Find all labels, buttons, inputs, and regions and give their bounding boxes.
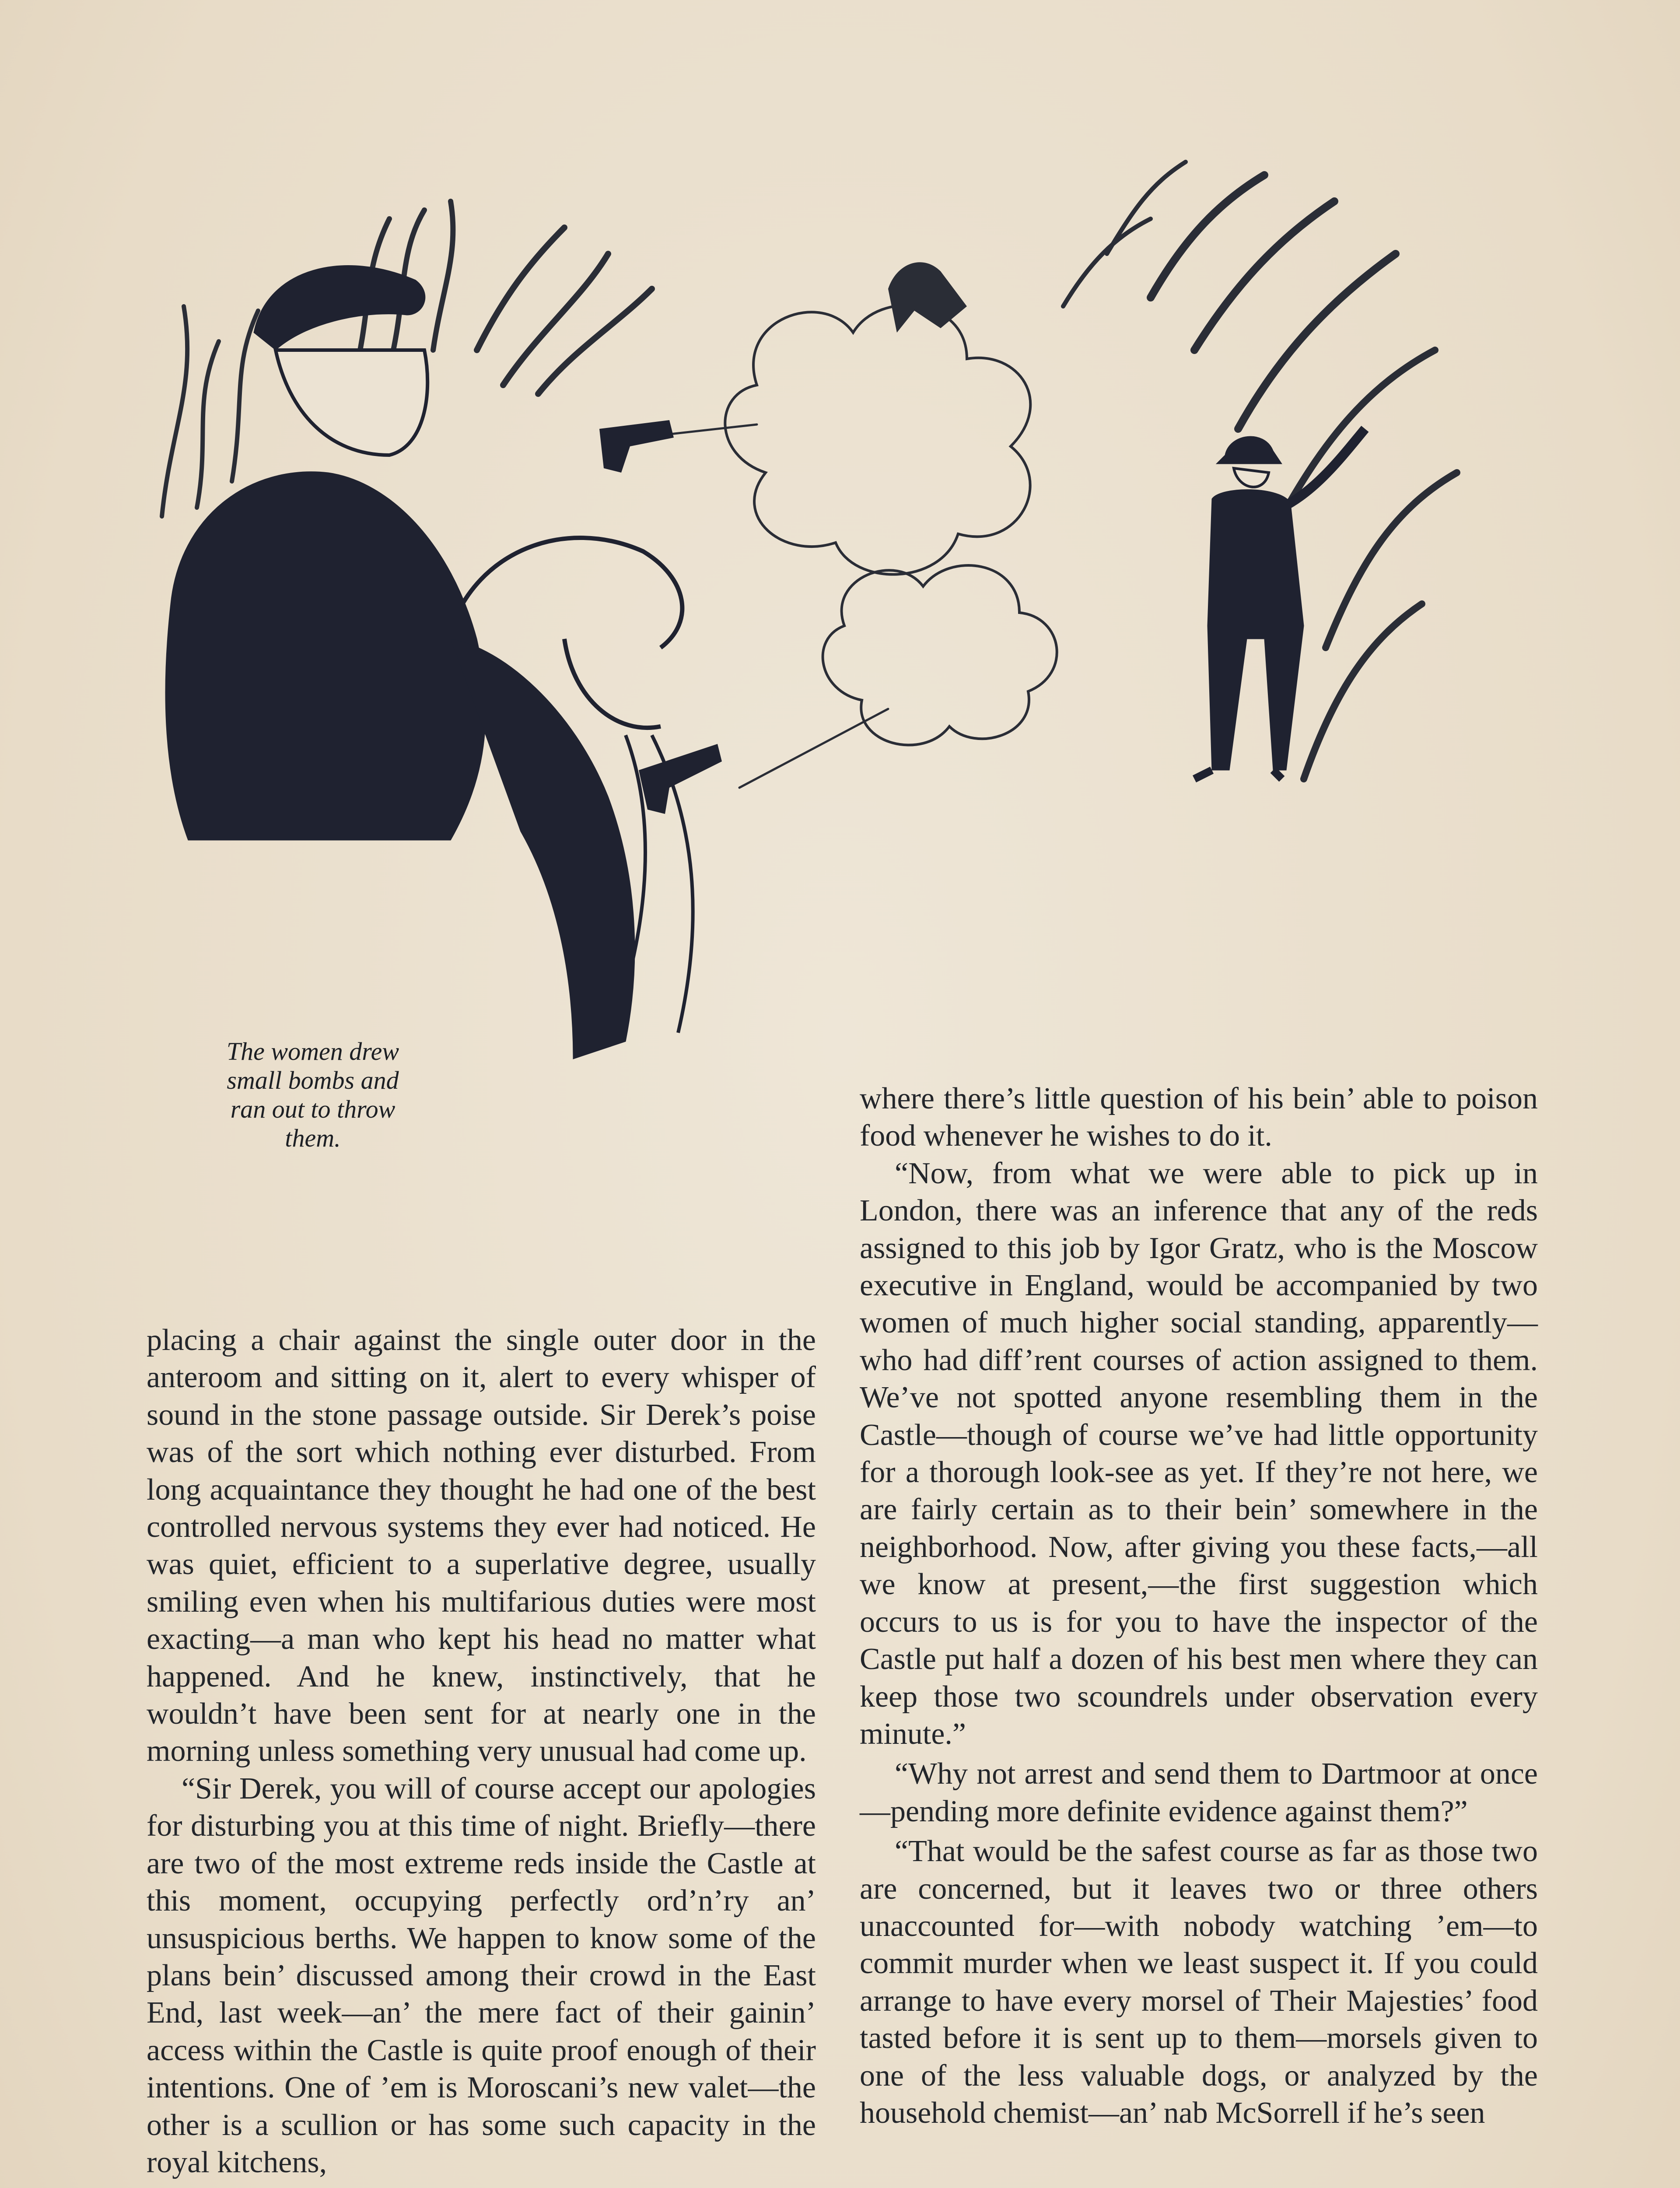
paragraph: “That would be the safest course as far as those two are concerned, but it leaves two or three others unaccounted for—with nobody watching ’em—to commit murder when we least suspect it. If you could arrange to have every morsel of Their Majesties’ food tasted before it is sent up to them—morsels given to one of the less valuable dogs, or analyzed by the household chemist—an’ nab McSorrell if he’s seen: [860, 1834, 1538, 2130]
paragraph: “Sir Derek, you will of course accept our apologies for disturbing you at this time of night. Briefly—there are two of the most extreme reds inside the Castle at this moment, occupying perfectly ord’n’ry an’ unsuspicious berths. We happen to know some of the plans bein’ discussed among their crowd in the East End, last week—an’ the mere fact of their gainin’ access within the Castle is quite proof enough of their intentions. One of ’em is Moroscani’s new valet—the other is a scullion or has some such capacity in the royal kitchens,: [147, 1771, 816, 2179]
caption-line: them.: [285, 1124, 341, 1152]
paragraph: placing a chair against the single outer door in the anteroom and sitting on it, alert to every whisper of sound in the stone passage outside. Sir Derek’s poise was of the sort which nothing ever disturbed. From long acquaintance they thought he had one of the best controlled nervous systems they ever had noticed. He was quiet, efficient to a superlative degree, usually smiling even when his multifarious duties were most exacting—a man who kept his head no matter what happened. And he knew, instinctively, that he wouldn’t have been sent for at nearly one in the morning unless something very unusual had come up.: [147, 1323, 816, 1768]
caption-line: small bombs and: [227, 1066, 399, 1094]
paragraph: “Now, from what we were able to pick up in London, there was an inference that any of the reds assigned to this job by Igor Gratz, who is the Moscow executive in England, would be accompanied by two women of much higher social standing, apparently—who had diff’rent courses of action assigned to them. We’ve not spotted anyone resembling them in the Castle—though of course we’ve had little opportunity for a thorough look-see as yet. If they’re not here, we are fairly certain as to their bein’ somewhere in the neighborhood. Now, after giving you these facts,—all we know at present,—the first suggestion which occurs to us is for you to have the inspector of the Castle put half a dozen of his best men where they can keep those two scoundrels under observation every minute.”: [860, 1156, 1538, 1751]
caption-line: ran out to throw: [230, 1095, 396, 1123]
paragraph: where there’s little question of his bein’ able to poison food whenever he wishes to do it.: [860, 1082, 1538, 1153]
right-text-column: [860, 1080, 1538, 2132]
paragraph: “Why not arrest and send them to Dartmoor at once—pending more definite evidence against them?”: [860, 1757, 1538, 1828]
caption-line: The women drew: [226, 1037, 399, 1066]
illustration-caption: [175, 1037, 451, 1153]
left-text-column: [147, 1322, 816, 2181]
